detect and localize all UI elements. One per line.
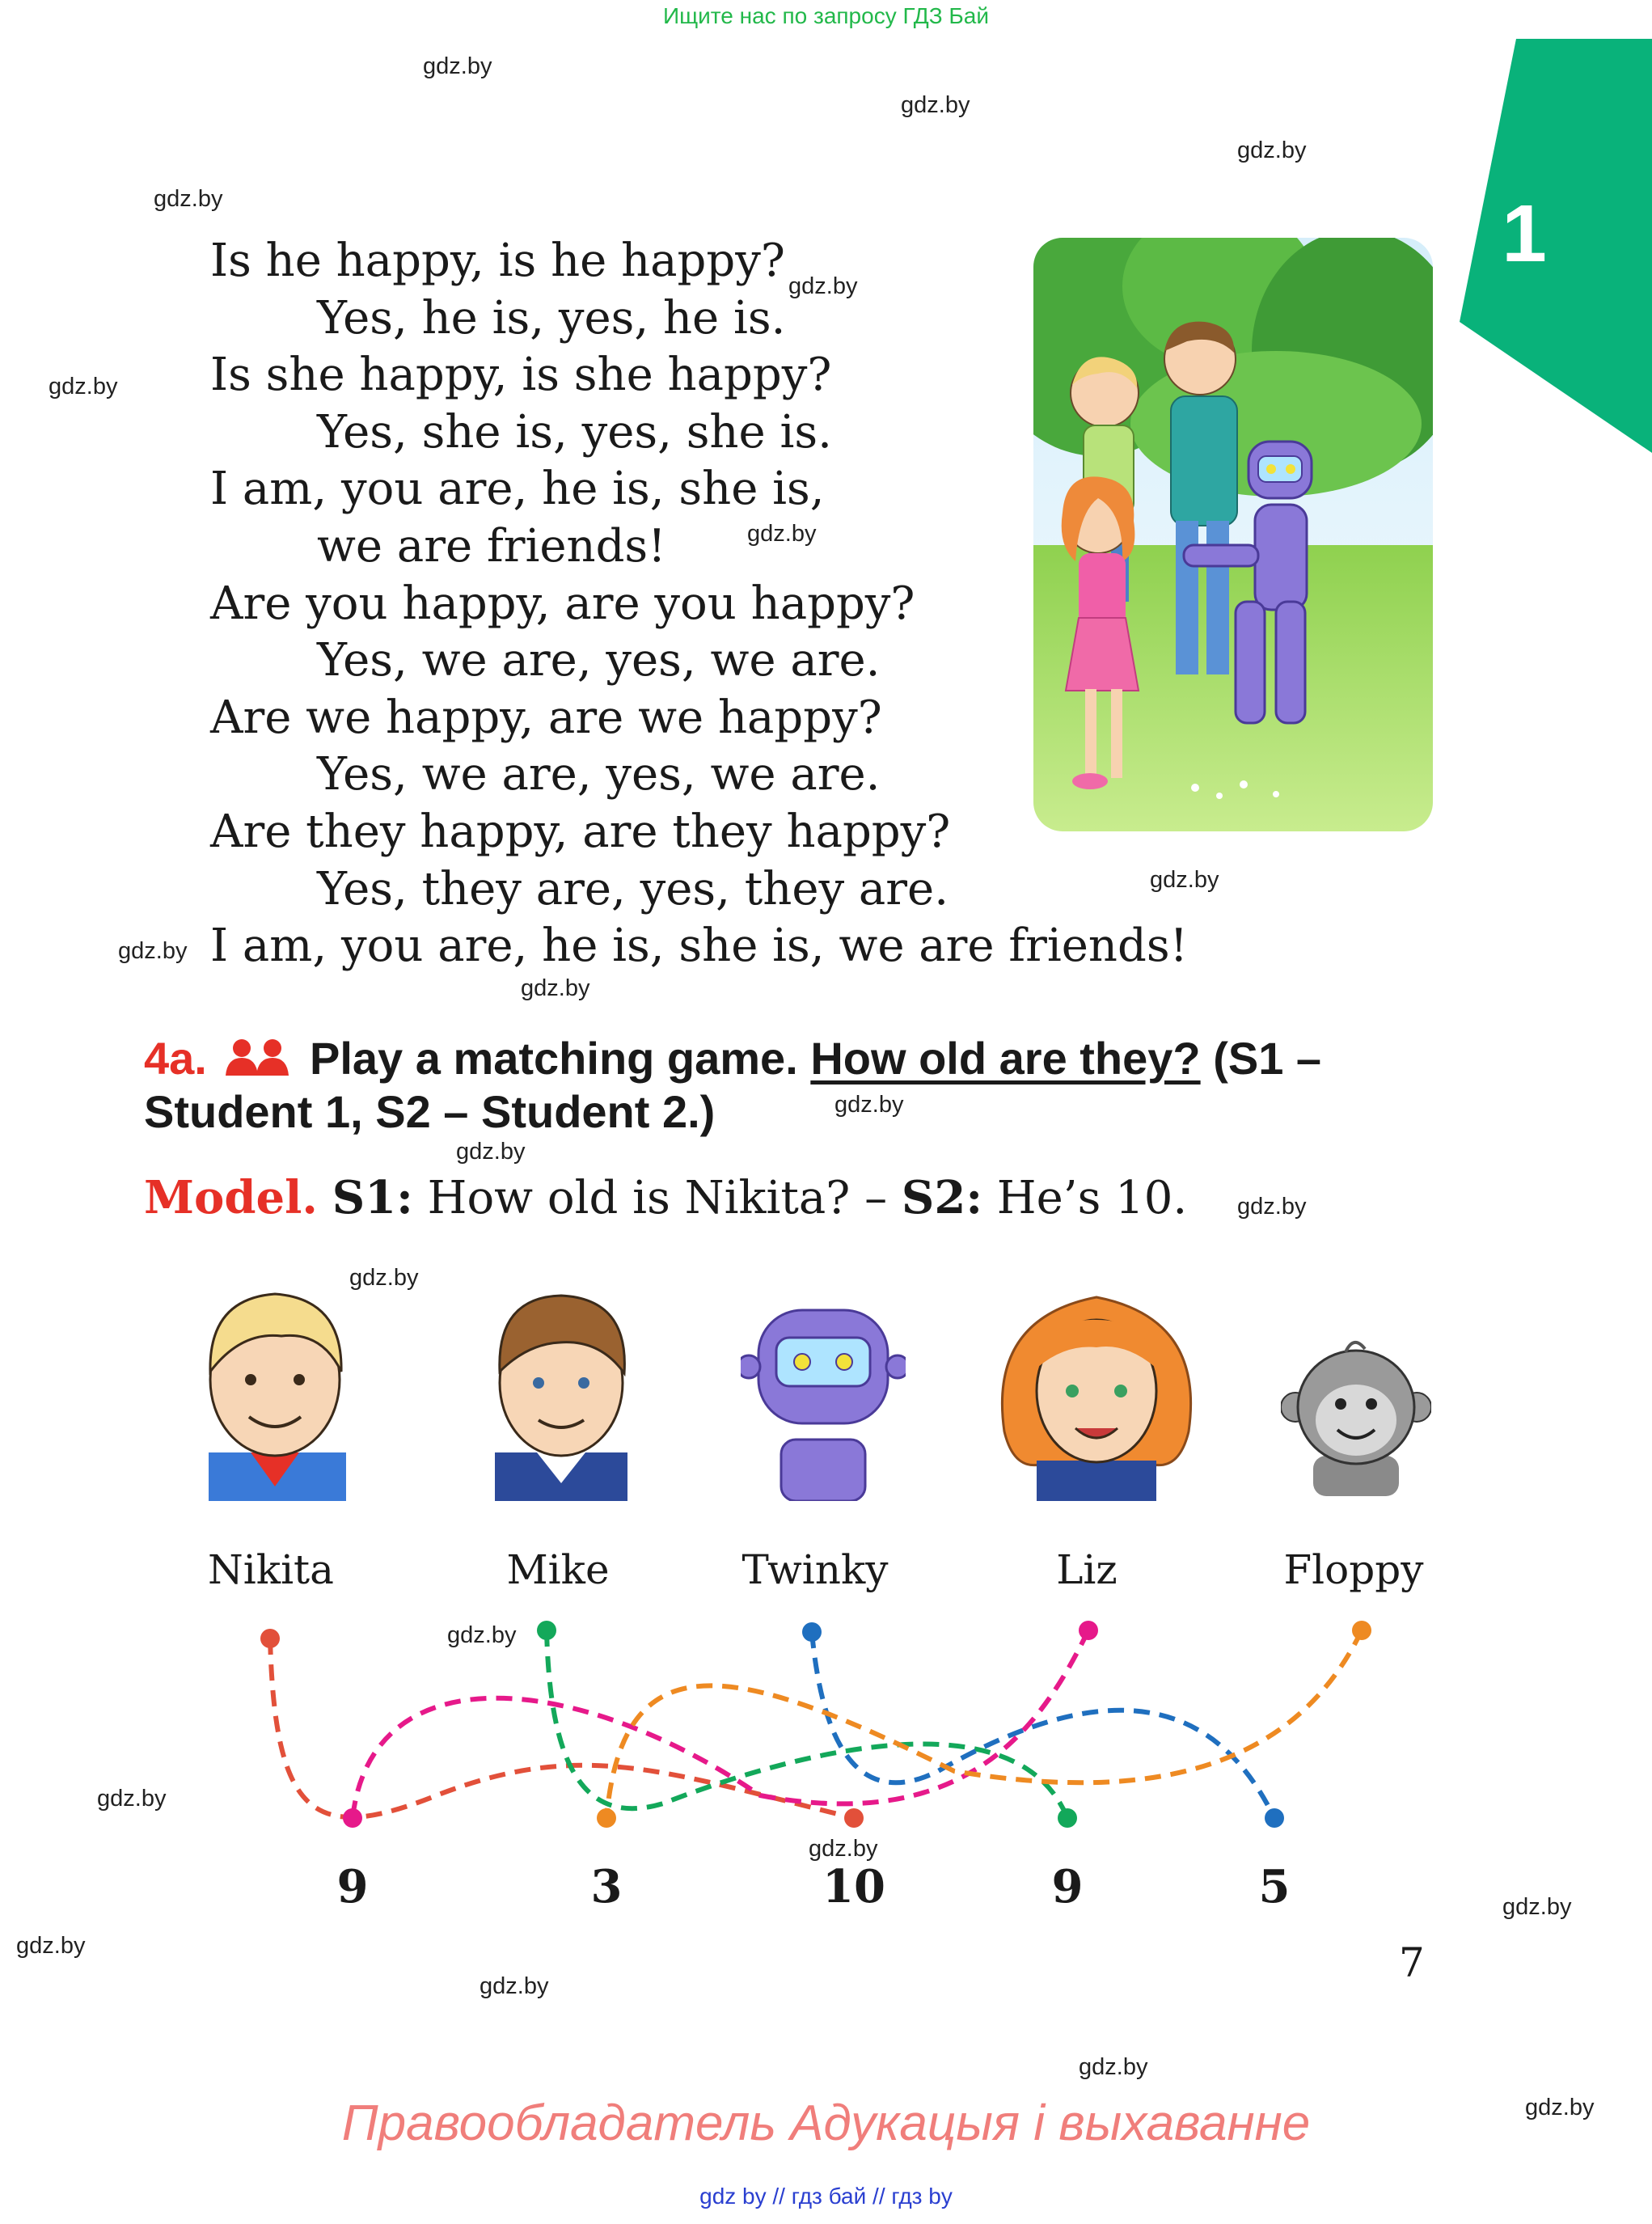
bottom-links[interactable]: gdz by // гдз бай // гдз by bbox=[699, 2184, 953, 2209]
match-dot-age-2[interactable] bbox=[597, 1808, 616, 1828]
lyric-line: I am, you are, he is, she is, bbox=[210, 463, 825, 516]
mike-portrait bbox=[471, 1275, 652, 1501]
nikita-portrait bbox=[176, 1275, 374, 1501]
match-dot-age-5[interactable] bbox=[1265, 1808, 1284, 1828]
page-number: 7 bbox=[1399, 1939, 1425, 1986]
watermark: gdz.by bbox=[1237, 1194, 1307, 1220]
character-name-liz: Liz bbox=[1056, 1546, 1118, 1593]
model-label: Model. bbox=[144, 1171, 318, 1224]
match-dot-floppy[interactable] bbox=[1352, 1621, 1371, 1640]
character-name-floppy: Floppy bbox=[1283, 1546, 1424, 1593]
matching-lines bbox=[243, 1609, 1407, 1844]
watermark: gdz.by bbox=[1237, 137, 1307, 163]
age-value: 5 bbox=[1258, 1860, 1291, 1913]
lyric-line: Is she happy, is she happy? bbox=[210, 349, 832, 402]
top-banner[interactable]: Ищите нас по запросу ГДЗ Бай bbox=[662, 3, 990, 28]
match-dot-twinky[interactable] bbox=[802, 1622, 822, 1642]
match-dot-age-4[interactable] bbox=[1058, 1808, 1077, 1828]
lyric-line: Yes, she is, yes, she is. bbox=[317, 405, 832, 459]
watermark: gdz.by bbox=[118, 938, 188, 964]
watermark: gdz.by bbox=[49, 374, 118, 400]
watermark: gdz.by bbox=[1079, 2054, 1148, 2080]
lyric-line: Are they happy, are they happy? bbox=[210, 805, 951, 858]
lyric-line: we are friends! bbox=[317, 519, 666, 573]
watermark: gdz.by bbox=[423, 53, 492, 79]
watermark: gdz.by bbox=[1525, 2095, 1595, 2120]
match-dot-age-1[interactable] bbox=[343, 1808, 362, 1828]
match-dot-mike[interactable] bbox=[537, 1621, 556, 1640]
character-name-mike: Mike bbox=[506, 1546, 610, 1593]
pair-work-icon bbox=[224, 1038, 292, 1077]
age-value: 10 bbox=[822, 1860, 885, 1913]
watermark: gdz.by bbox=[154, 186, 223, 212]
floppy-portrait bbox=[1281, 1334, 1431, 1496]
watermark: gdz.by bbox=[456, 1139, 526, 1165]
lyric-line: Yes, we are, yes, we are. bbox=[317, 748, 881, 801]
watermark: gdz.by bbox=[901, 92, 970, 118]
task-note: (S1 – Student 1, S2 – Student 2.) bbox=[144, 1033, 1322, 1137]
section-tab-number: 1 bbox=[1502, 188, 1547, 279]
match-dot-age-3[interactable] bbox=[844, 1808, 864, 1828]
match-line-floppy bbox=[606, 1630, 1362, 1818]
watermark: gdz.by bbox=[834, 1092, 904, 1118]
s2-answer: He’s 10. bbox=[996, 1172, 1188, 1224]
watermark: gdz.by bbox=[809, 1836, 878, 1862]
lyric-line: Are you happy, are you happy? bbox=[210, 577, 915, 630]
match-dot-nikita[interactable] bbox=[260, 1629, 280, 1648]
friends-park-illustration bbox=[1033, 238, 1433, 831]
watermark: gdz.by bbox=[1502, 1894, 1572, 1920]
lyric-line: Are we happy, are we happy? bbox=[210, 691, 882, 744]
twinky-portrait bbox=[741, 1286, 906, 1501]
watermark: gdz.by bbox=[16, 1933, 86, 1959]
character-name-nikita: Nikita bbox=[208, 1546, 334, 1593]
copyright-footer: Правообладатель Адукацыя і выхаванне bbox=[341, 2095, 1311, 2151]
task-4a bbox=[144, 1032, 1438, 1139]
match-line-twinky bbox=[812, 1632, 1274, 1818]
match-dot-liz[interactable] bbox=[1079, 1621, 1098, 1640]
lyric-line: Yes, they are, yes, they are. bbox=[317, 862, 949, 915]
watermark: gdz.by bbox=[97, 1786, 167, 1812]
lyric-line: Yes, he is, yes, he is. bbox=[317, 291, 786, 345]
watermark: gdz.by bbox=[349, 1265, 419, 1291]
watermark: gdz.by bbox=[747, 521, 817, 547]
age-value: 9 bbox=[336, 1860, 369, 1913]
liz-portrait bbox=[988, 1270, 1205, 1501]
watermark: gdz.by bbox=[521, 975, 590, 1001]
task-instruction: Play a matching game. bbox=[309, 1033, 798, 1084]
watermark: gdz.by bbox=[1150, 867, 1219, 893]
watermark: gdz.by bbox=[480, 1973, 549, 1999]
match-line-liz bbox=[353, 1630, 1088, 1818]
character-name-twinky: Twinky bbox=[741, 1546, 889, 1593]
lyric-line: I am, you are, he is, she is, we are friends! bbox=[210, 920, 1189, 973]
s1-question: How old is Nikita? – bbox=[427, 1172, 888, 1224]
s2-label: S2: bbox=[901, 1171, 982, 1224]
s1-label: S1: bbox=[332, 1171, 413, 1224]
task-number: 4a. bbox=[144, 1033, 207, 1084]
task-question: How old are they? bbox=[810, 1033, 1201, 1084]
watermark: gdz.by bbox=[788, 273, 858, 299]
age-value: 3 bbox=[590, 1860, 623, 1913]
watermark: gdz.by bbox=[447, 1622, 517, 1648]
age-value: 9 bbox=[1051, 1860, 1084, 1913]
model-example bbox=[144, 1171, 1187, 1224]
lyric-line: Is he happy, is he happy? bbox=[210, 235, 785, 287]
lyric-line: Yes, we are, yes, we are. bbox=[317, 634, 881, 687]
